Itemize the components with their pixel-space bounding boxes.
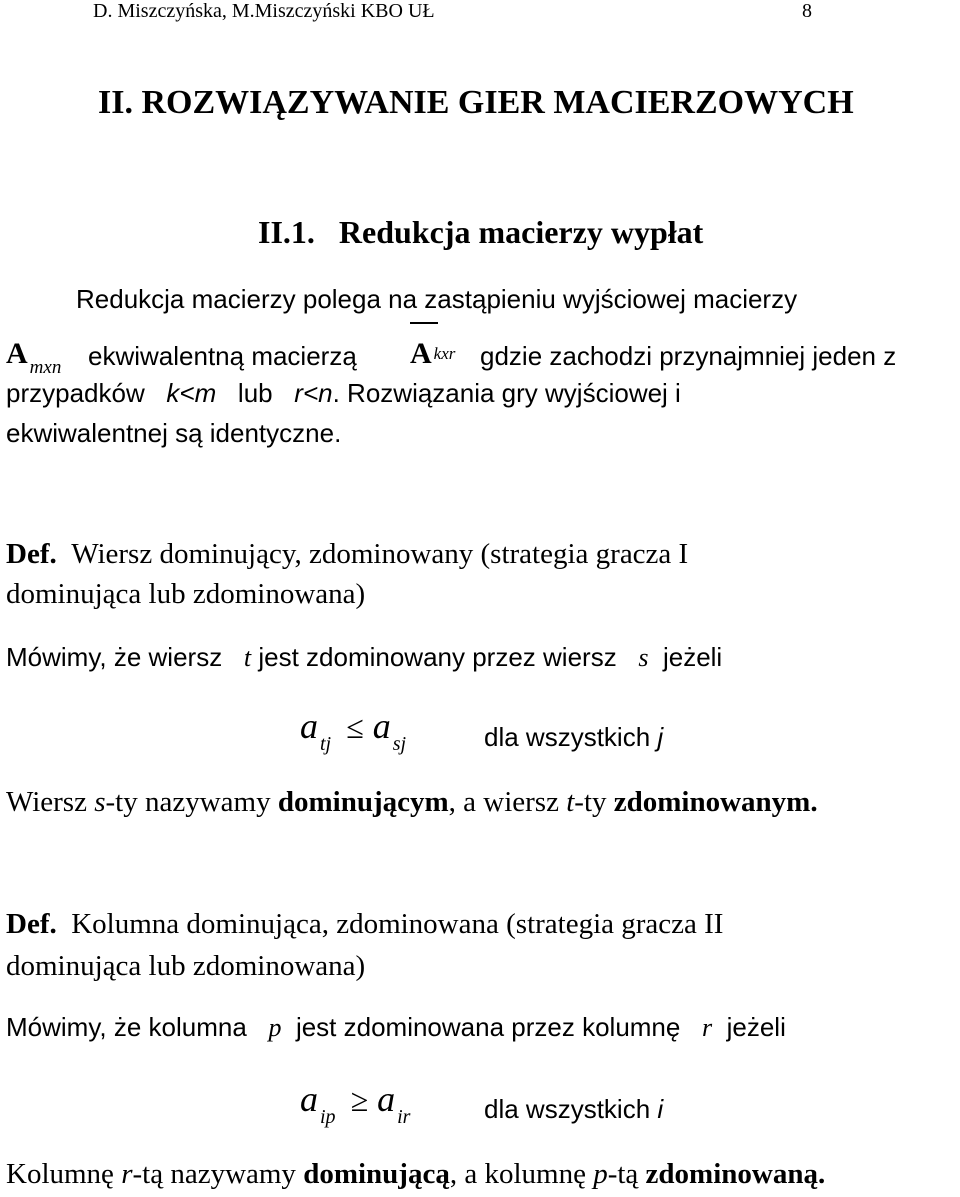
for-all-text: dla wszystkich — [484, 1094, 651, 1124]
formula-a: a — [372, 706, 391, 746]
def-rows-statement — [6, 642, 722, 673]
def-rows-conclusion — [6, 786, 818, 819]
def-label: Def. — [6, 908, 57, 940]
say-b: jest zdominowany przez wiersz — [258, 642, 617, 672]
formula-sub-ir: ir — [397, 1106, 411, 1128]
c-r: r — [121, 1158, 133, 1190]
def-cols-line-1 — [6, 908, 723, 941]
page-number: 8 — [802, 0, 812, 22]
section-heading — [258, 214, 703, 251]
c1: Wiersz — [6, 786, 95, 818]
var-r: r — [702, 1013, 713, 1042]
c2: -tą nazywamy — [132, 1158, 304, 1190]
def-label: Def. — [6, 538, 57, 570]
var-t: t — [243, 643, 252, 672]
term-dominated: zdominowaną. — [645, 1158, 826, 1190]
c-t: t — [566, 786, 575, 818]
cond-r: r<n — [294, 378, 333, 408]
matrix-bar-subscript: kxr — [433, 344, 456, 363]
var-s: s — [638, 643, 649, 672]
c2: -ty nazywamy — [105, 786, 278, 818]
def-rows-line-2: dominująca lub zdominowana) — [6, 578, 366, 610]
formula-rows-for-all — [484, 722, 663, 753]
intro-line-4: ekwiwalentnej są identyczne. — [6, 418, 342, 448]
say-b: jest zdominowana przez kolumnę — [295, 1012, 681, 1042]
or-text: lub — [237, 378, 273, 408]
overline-bar — [410, 322, 438, 324]
formula-a: a — [377, 1079, 396, 1119]
leq-symbol: ≤ — [346, 709, 364, 745]
formula-sub-tj: tj — [320, 733, 332, 755]
solutions-text: . Rozwiązania gry wyjściowej i — [332, 378, 681, 408]
c-s: s — [94, 786, 106, 818]
geq-symbol: ≥ — [350, 1082, 369, 1118]
formula-sub-ip: ip — [320, 1106, 336, 1128]
matrix-symbol: A — [6, 337, 28, 370]
c3: , a kolumnę — [449, 1158, 594, 1190]
matrix-A-mxn — [6, 337, 62, 378]
say-c: jeżeli — [662, 642, 723, 672]
term-dominated: zdominowanym. — [613, 786, 818, 818]
cases-text: przypadków — [6, 378, 145, 408]
c4: -ty — [574, 786, 614, 818]
say-a: Mówimy, że wiersz — [6, 642, 223, 672]
index-i: i — [657, 1094, 664, 1124]
chapter-title: II. ROZWIĄZYWANIE GIER MACIERZOWYCH — [98, 84, 854, 121]
for-all-text: dla wszystkich — [484, 722, 651, 752]
c4: -tą — [607, 1158, 646, 1190]
def-rows-line-1 — [6, 538, 688, 571]
say-c: jeżeli — [726, 1012, 786, 1042]
formula-rows — [300, 705, 407, 755]
var-p: p — [268, 1013, 282, 1042]
c3: , a wiersz — [448, 786, 567, 818]
term-dominating: dominującą — [303, 1158, 450, 1190]
def-rows-title: Wiersz dominujący, zdominowany (strategia gracza I — [71, 538, 689, 570]
c1: Kolumnę — [6, 1158, 122, 1190]
formula-a: a — [300, 706, 318, 746]
matrix-A-kxr — [410, 337, 455, 371]
cond-k: k<m — [166, 378, 217, 408]
section-title: Redukcja macierzy wypłat — [338, 214, 704, 250]
matrix-bar-symbol: A — [410, 337, 432, 370]
section-number: II.1. — [258, 214, 315, 250]
intro-where-text: gdzie zachodzi przynajmniej jeden z — [480, 341, 897, 371]
page-header: D. Miszczyńska, M.Miszczyński KBO UŁ — [93, 0, 435, 22]
formula-sub-sj: sj — [392, 733, 407, 755]
c-p: p — [593, 1158, 608, 1190]
formula-cols-for-all — [484, 1094, 663, 1125]
formula-a: a — [300, 1079, 318, 1119]
formula-cols — [300, 1078, 411, 1128]
matrix-subscript: mxn — [29, 357, 62, 378]
index-j: j — [657, 722, 664, 752]
def-cols-line-2: dominująca lub zdominowana) — [6, 950, 366, 982]
def-cols-title: Kolumna dominująca, zdominowana (strategia gracza II — [71, 908, 724, 940]
term-dominating: dominującym — [277, 786, 449, 818]
intro-equiv-text: ekwiwalentną macierzą — [88, 341, 357, 371]
intro-line-1: Redukcja macierzy polega na zastąpieniu wyjściowej macierzy — [76, 284, 798, 314]
def-cols-statement — [6, 1012, 786, 1043]
intro-line-3 — [6, 378, 681, 409]
say-a: Mówimy, że kolumna — [6, 1012, 247, 1042]
def-cols-conclusion — [6, 1158, 825, 1191]
